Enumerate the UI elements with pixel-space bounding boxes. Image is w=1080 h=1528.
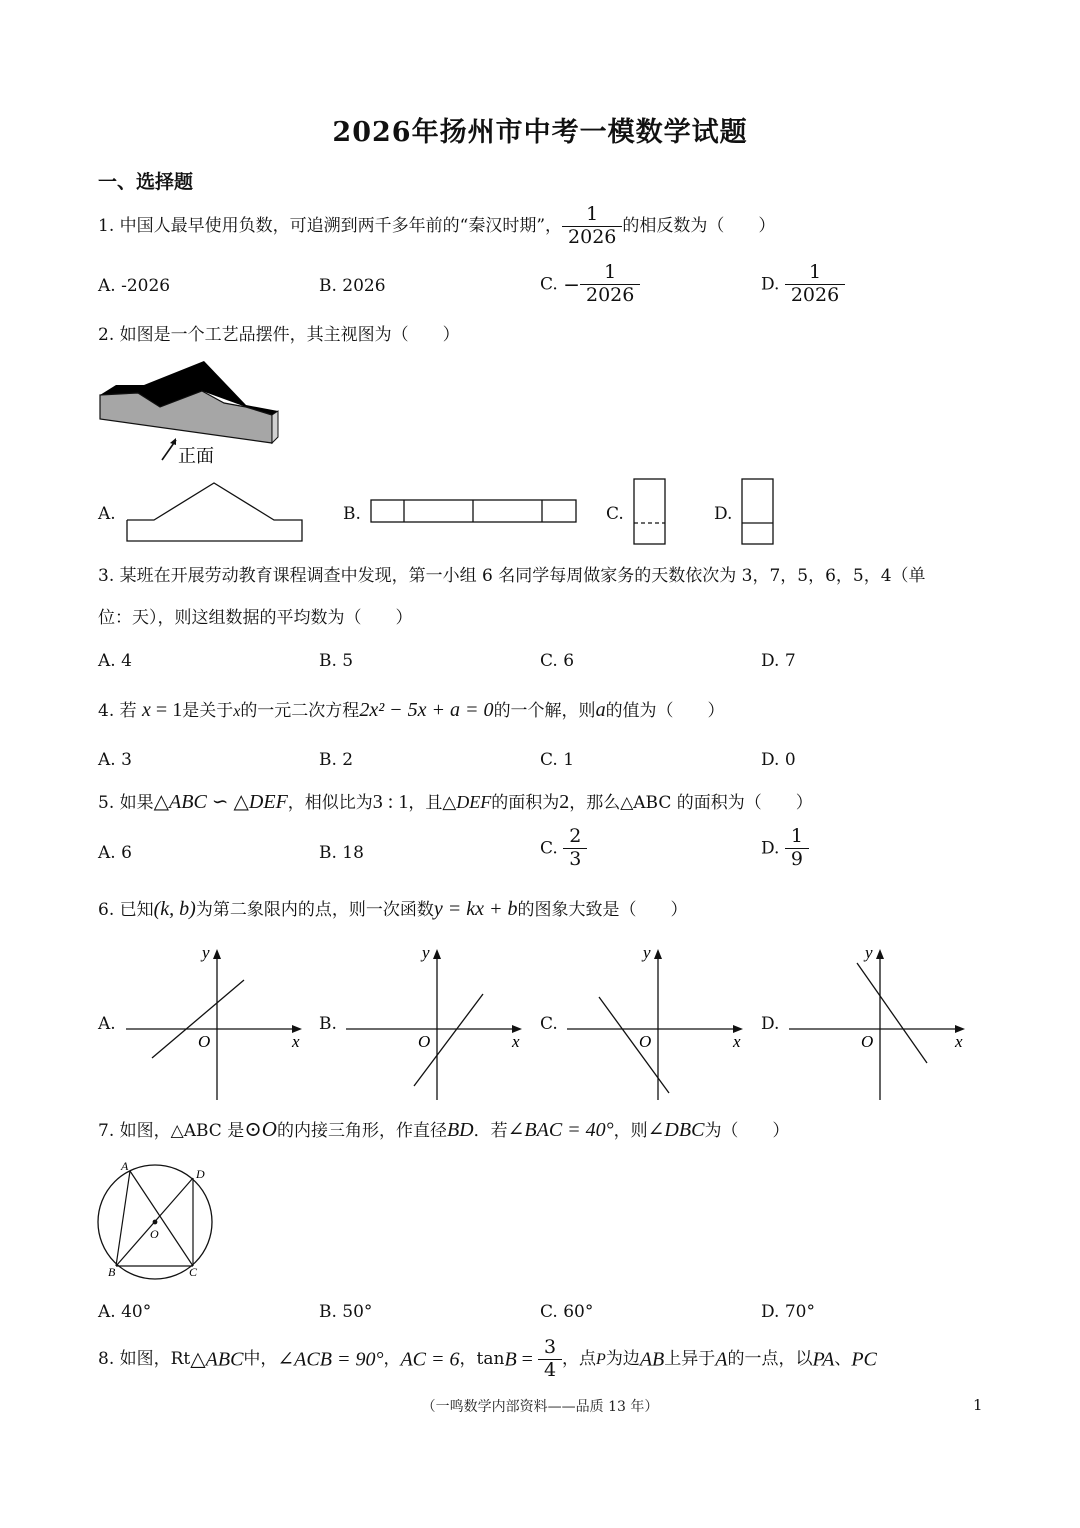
q3-option-a: A. 4: [98, 651, 132, 671]
q2-option-a-figure: [124, 480, 306, 544]
q4-option-d: D. 0: [761, 750, 796, 770]
q6-option-c: C.: [540, 1014, 558, 1034]
q3-option-b: B. 5: [319, 651, 354, 671]
q2-option-d: D.: [714, 504, 733, 524]
question-3-line-1: 3. 某班在开展劳动教育课程调查中发现，第一小组 6 名同学每周做家务的天数依次为 3，7，5，6，5，4（单: [98, 566, 926, 586]
svg-text:A: A: [121, 1159, 129, 1173]
q6-graph-b: [342, 940, 532, 1105]
svg-text:O: O: [639, 1032, 652, 1051]
q2-option-c: C.: [606, 504, 624, 524]
svg-text:x: x: [292, 1032, 300, 1051]
q3-option-d: D. 7: [761, 651, 796, 671]
question-3-line-2: 位：天），则这组数据的平均数为（ ）: [98, 608, 413, 628]
q6-graph-a: [122, 940, 312, 1105]
svg-text:O: O: [861, 1032, 874, 1051]
svg-text:C: C: [189, 1265, 198, 1279]
q4-option-a: A. 3: [98, 750, 132, 770]
svg-text:y: y: [202, 943, 210, 962]
q7-option-b: B. 50°: [319, 1302, 373, 1322]
q5-option-d: D. $\frac{1}{9}$: [761, 826, 809, 871]
svg-text:y: y: [422, 943, 430, 962]
q2-option-d-figure: [740, 477, 776, 547]
q6-option-a: A.: [98, 1014, 116, 1034]
q4-option-c: C. 1: [540, 750, 575, 770]
q2-option-c-figure: [632, 477, 668, 547]
q3-option-c: C. 6: [540, 651, 575, 671]
svg-text:O: O: [150, 1227, 159, 1241]
svg-text:x: x: [512, 1032, 520, 1051]
page-title: 2026年扬州市中考一模数学试题: [332, 117, 748, 148]
q7-option-d: D. 70°: [761, 1302, 815, 1322]
q1-option-b: B. 2026: [319, 276, 386, 296]
svg-text:B: B: [108, 1265, 116, 1279]
q2-option-a: A.: [98, 504, 116, 524]
q2-option-b-figure: [369, 498, 579, 526]
svg-text:y: y: [865, 943, 873, 962]
front-label: 正面: [178, 446, 214, 466]
fraction: $\frac{1}{2026}$: [562, 204, 622, 249]
q1-option-c: C. − $\frac{1}{2026}$: [540, 262, 640, 307]
artwork-figure: [96, 355, 286, 467]
circle-figure: [92, 1158, 222, 1283]
q1-option-a: A. -2026: [98, 276, 171, 296]
page-number: 1: [973, 1396, 983, 1414]
svg-text:O: O: [418, 1032, 431, 1051]
question-4: 4. 若 x = 1是关于x的一元二次方程2x² − 5x + a = 0的一个解，则a的值为（ ）: [98, 699, 725, 721]
svg-text:y: y: [643, 943, 651, 962]
q5-option-c: C. $\frac{2}{3}$: [540, 826, 587, 871]
q6-option-d: D.: [761, 1014, 780, 1034]
question-1: 1. 中国人最早使用负数，可追溯到两千多年前的“秦汉时期”， $\frac{1}{2026}$ 的相反数为（ ）: [98, 203, 776, 248]
question-6: 6. 已知(k, b)为第二象限内的点，则一次函数y = kx + b的图象大致是（ ）: [98, 898, 688, 920]
question-2: 2. 如图是一个工艺品摆件，其主视图为（ ）: [98, 325, 460, 345]
q6-option-b: B.: [319, 1014, 337, 1034]
svg-text:x: x: [955, 1032, 963, 1051]
q7-option-c: C. 60°: [540, 1302, 594, 1322]
q6-graph-d: [785, 940, 975, 1105]
question-7: 7. 如图，△ABC 是⊙O的内接三角形，作直径BD．若∠BAC = 40°，则∠DBC为（ ）: [98, 1117, 790, 1141]
q5-option-b: B. 18: [319, 843, 364, 863]
section-heading: 一、选择题: [98, 171, 194, 193]
footer-note: （一鸣数学内部资料——品质 13 年）: [421, 1399, 659, 1415]
svg-text:O: O: [198, 1032, 211, 1051]
q1-option-d: D. $\frac{1}{2026}$: [761, 262, 845, 307]
svg-text:D: D: [196, 1167, 205, 1181]
q5-option-a: A. 6: [98, 843, 132, 863]
question-5: 5. 如果△ABC ∽ △DEF，相似比为3 : 1，且△DEF的面积为2，那么△ABC 的面积为（ ）: [98, 791, 813, 813]
q6-graph-c: [563, 940, 753, 1105]
question-8: 8. 如图，Rt△ABC中，∠ACB = 90°，AC = 6，tanB = $\frac{3}{4}$ ，点P为边AB上异于A的一点，以PA、PC: [98, 1336, 877, 1381]
q4-option-b: B. 2: [319, 750, 354, 770]
svg-text:x: x: [733, 1032, 741, 1051]
q2-option-b: B.: [343, 504, 361, 524]
q7-option-a: A. 40°: [98, 1302, 152, 1322]
